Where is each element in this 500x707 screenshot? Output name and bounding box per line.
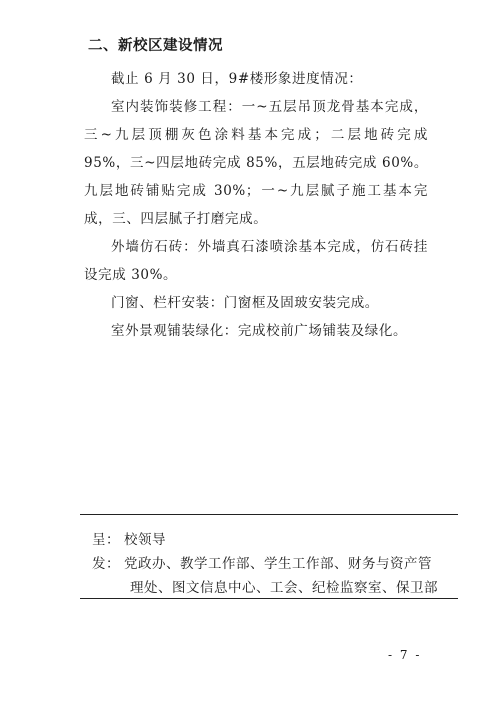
footer-fa-line [92,552,432,572]
paragraph-progress-date: 截止 6 月 30 日，9#楼形象进度情况： [111,71,363,87]
cheng-recipients: 校领导 [124,532,166,548]
cheng-label: 呈： [92,532,120,548]
paragraph-exterior-stone: 外墙仿石砖：外墙真石漆喷涂基本完成，仿石砖挂设完成 30%。 [84,239,428,283]
section-heading: 二、新校区建设情况 [88,38,223,54]
footer-top-divider [80,514,458,515]
paragraph-landscape: 室外景观铺装绿化：完成校前广场铺装及绿化。 [111,323,408,339]
fa-recipients-line1: 党政办、教学工作部、学生工作部、财务与资产管 [124,556,432,572]
page-number: - 7 - [388,648,422,662]
paragraph-doors-windows: 门窗、栏杆安装：门窗框及固玻安装完成。 [111,295,379,311]
footer-bottom-divider [80,598,458,599]
footer-cheng-line [92,528,166,548]
paragraph-interior-decoration: 室内装饰装修工程：一~五层吊顶龙骨基本完成，三~九层顶棚灰色涂料基本完成；二层地砖完成 95%，三~四层地砖完成 85%，五层地砖完成 60%。九层地砖铺贴完成 30%；一~九层腻子施工基本完成，三、四层腻子打磨完成。 [84,99,428,227]
fa-label: 发： [92,556,120,572]
body-text [84,65,428,345]
fa-recipients-line2: 理处、图文信息中心、工会、纪检监察室、保卫部 [130,580,438,596]
